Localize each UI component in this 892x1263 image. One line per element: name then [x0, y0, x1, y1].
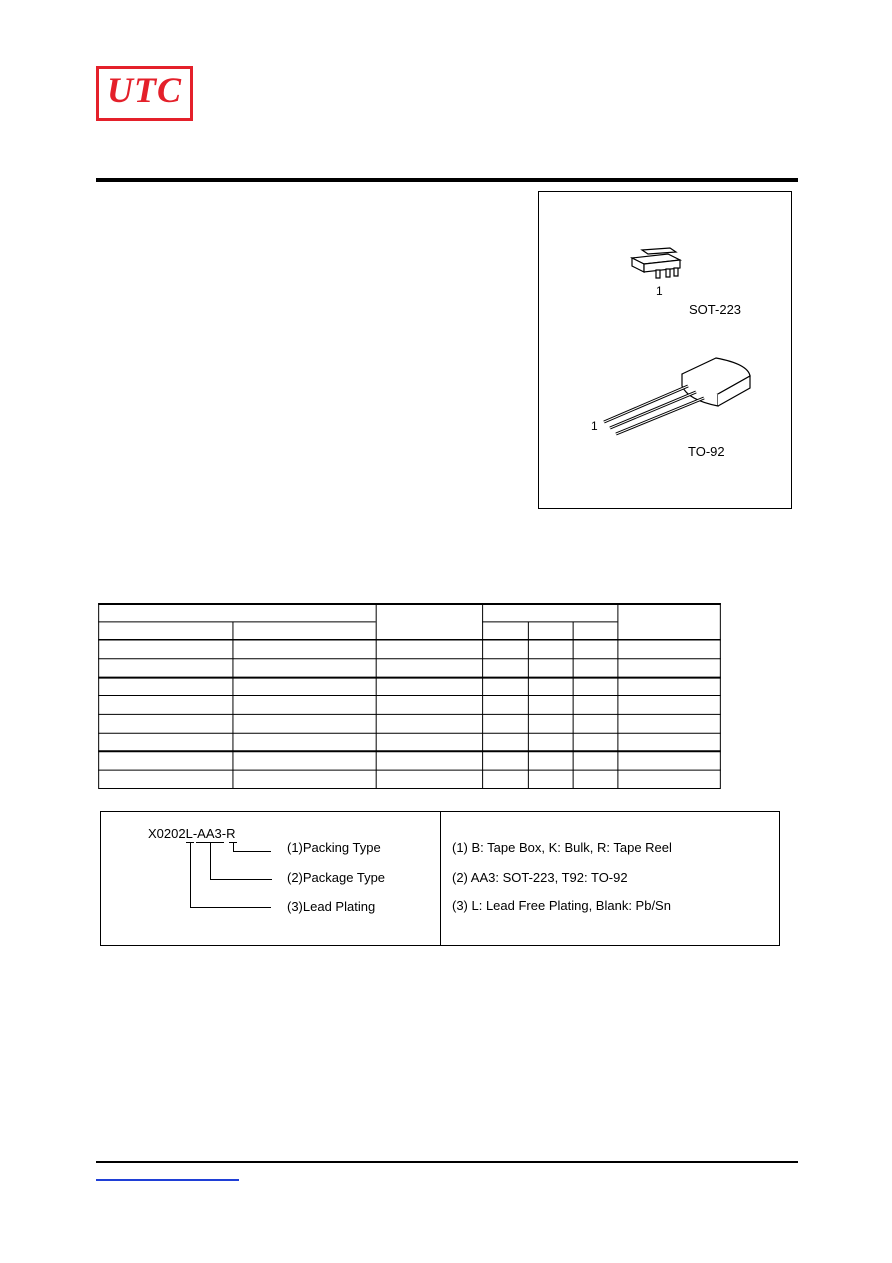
- part-code-lead: L: [185, 826, 193, 841]
- to92-package-icon: [598, 352, 758, 442]
- leader-packing-vertical: [233, 842, 234, 851]
- header-rule: [96, 178, 798, 182]
- part-code-package: AA3: [197, 826, 222, 841]
- sot223-pin1-label: 1: [656, 284, 663, 298]
- utc-logo: [96, 66, 193, 121]
- leader-lead-vertical: [190, 842, 191, 907]
- marking-box-divider: [440, 811, 441, 946]
- desc-packing-type: (1) B: Tape Box, K: Bulk, R: Tape Reel: [452, 840, 672, 855]
- to92-label: TO-92: [688, 444, 725, 459]
- callout-package-type: (2)Package Type: [287, 870, 386, 885]
- callout-lead-plating: (3)Lead Plating: [287, 899, 376, 914]
- ordering-info-table: [97, 603, 723, 790]
- part-code-sep2: -: [221, 826, 227, 841]
- part-code: [148, 826, 235, 841]
- desc-lead-plating: (3) L: Lead Free Plating, Blank: Pb/Sn: [452, 898, 671, 913]
- callout-packing-type: (1)Packing Type: [287, 840, 381, 855]
- desc-package-type: (2) AA3: SOT-223, T92: TO-92: [452, 870, 628, 885]
- leader-lead-horizontal: [190, 907, 271, 908]
- footer-rule: [96, 1161, 798, 1163]
- footer-link-underline[interactable]: [96, 1179, 239, 1181]
- leader-package-horizontal: [210, 879, 272, 880]
- part-code-packing: R: [226, 826, 236, 841]
- leader-package-vertical: [210, 842, 211, 879]
- part-code-prefix: X0202: [148, 826, 186, 841]
- to92-pin1-label: 1: [591, 419, 598, 433]
- sot223-label: SOT-223: [689, 302, 742, 317]
- part-code-sep1: -: [192, 826, 198, 841]
- leader-packing-horizontal: [233, 851, 271, 852]
- logo-text: UTC: [107, 70, 182, 110]
- package-outline-box: [538, 191, 792, 509]
